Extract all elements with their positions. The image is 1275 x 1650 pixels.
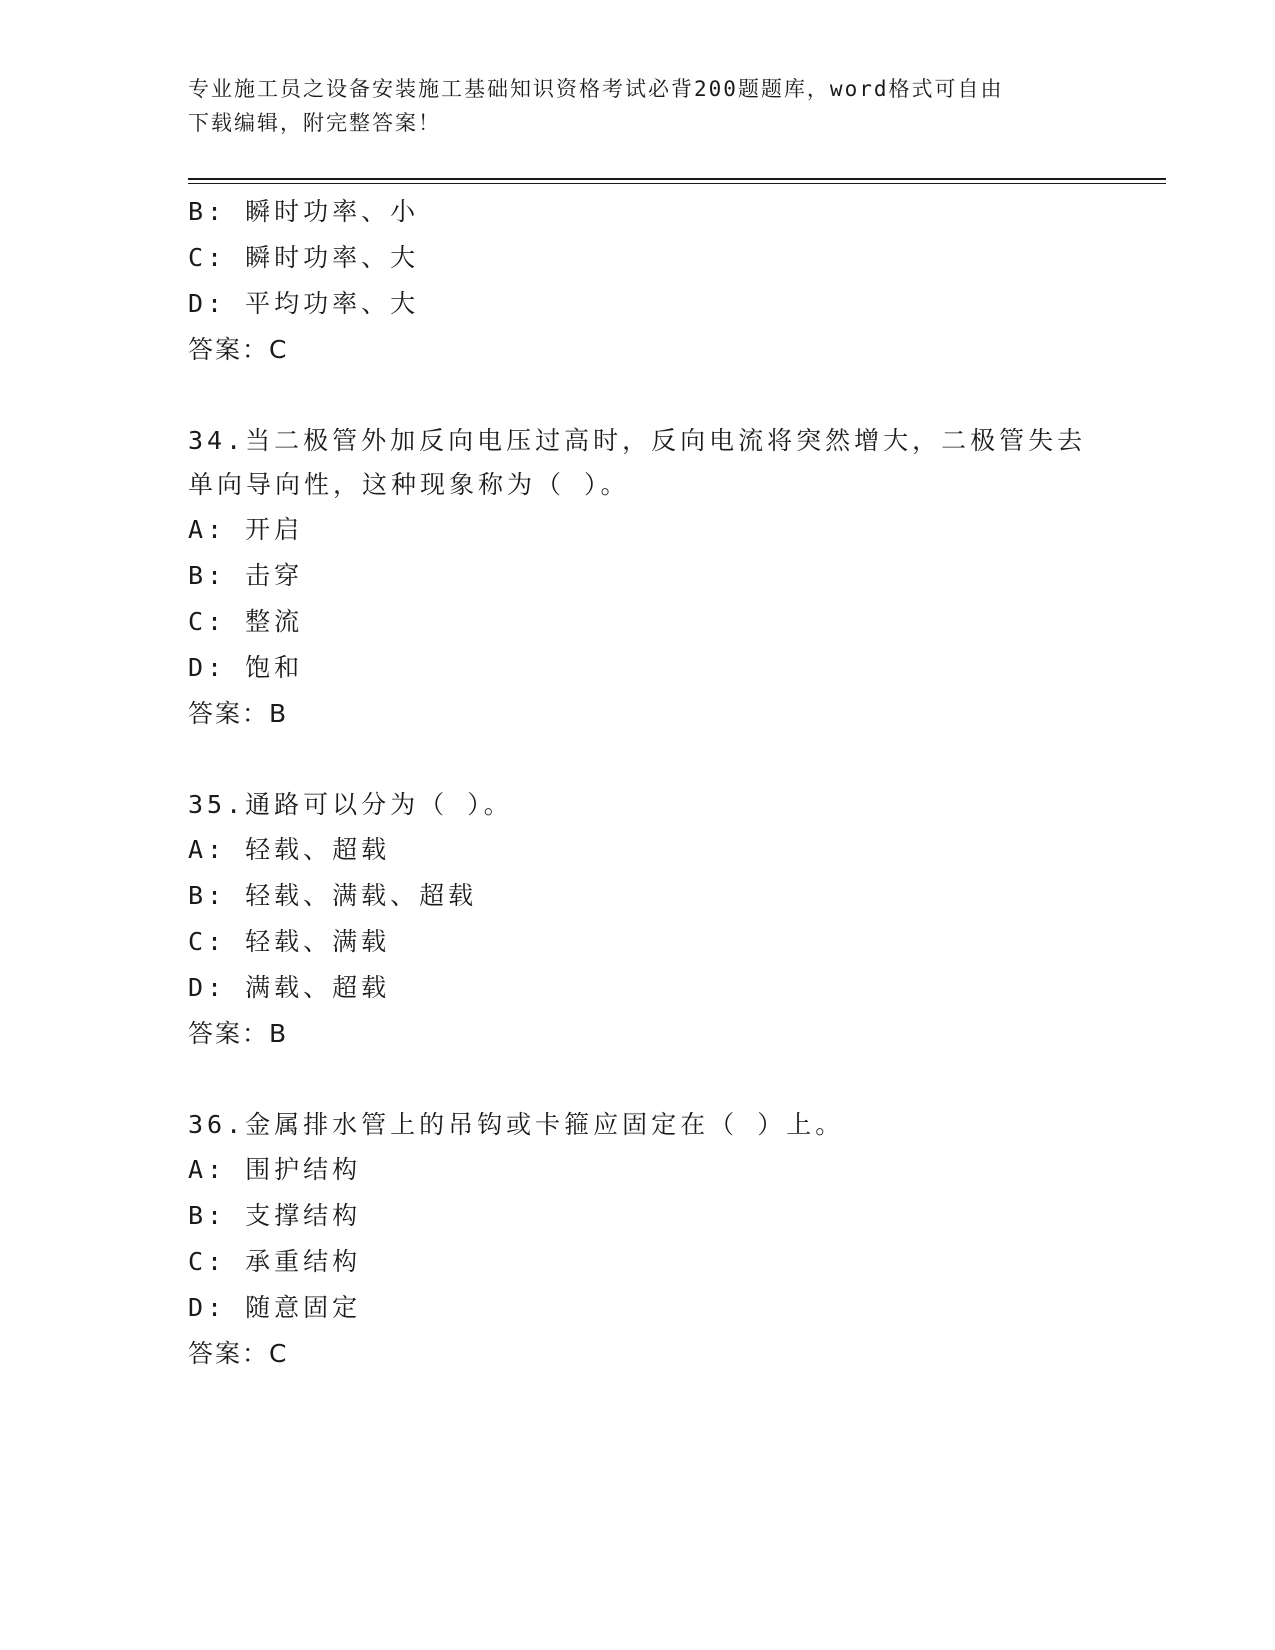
option-b: B: 击穿 <box>188 561 304 590</box>
option-c: C: 轻载、满载 <box>188 927 391 956</box>
option-d: D: 饱和 <box>188 653 304 682</box>
question-36 <box>188 1103 1088 1377</box>
spacer <box>188 1057 1088 1103</box>
header-line-2: 下载编辑，附完整答案！ <box>188 111 441 135</box>
option-b: B: 支撑结构 <box>188 1201 362 1230</box>
question-stem-line-1: 36.金属排水管上的吊钩或卡箍应固定在（ ）上。 <box>188 1110 845 1139</box>
option-d: D: 平均功率、大 <box>188 289 420 318</box>
answer-line: 答案：C <box>188 335 289 364</box>
question-stem-line-2: 单向导向性，这种现象称为（ ）。 <box>188 470 630 499</box>
option-a: A: 轻载、超载 <box>188 835 391 864</box>
option-b: B: 轻载、满载、超载 <box>188 881 478 910</box>
header-rule-thin <box>188 183 1166 184</box>
header-rule-thick <box>188 178 1166 180</box>
option-c: C: 瞬时功率、大 <box>188 243 420 272</box>
document-header <box>188 72 1088 140</box>
option-c: C: 承重结构 <box>188 1247 362 1276</box>
option-d: D: 满载、超载 <box>188 973 391 1002</box>
document-body <box>188 189 1088 1377</box>
question-34 <box>188 419 1088 737</box>
answer-line: 答案：B <box>188 1019 289 1048</box>
question-33-continued <box>188 189 1088 373</box>
question-stem-line-1: 34.当二极管外加反向电压过高时，反向电流将突然增大，二极管失去 <box>188 426 1087 455</box>
question-stem-line-1: 35.通路可以分为（ ）。 <box>188 790 513 819</box>
spacer <box>188 737 1088 783</box>
answer-line: 答案：C <box>188 1339 289 1368</box>
option-a: A: 开启 <box>188 515 304 544</box>
answer-line: 答案：B <box>188 699 289 728</box>
spacer <box>188 373 1088 419</box>
option-b: B: 瞬时功率、小 <box>188 197 420 226</box>
header-line-1: 专业施工员之设备安装施工基础知识资格考试必背200题题库，word格式可自由 <box>188 77 1004 101</box>
option-a: A: 围护结构 <box>188 1155 362 1184</box>
option-c: C: 整流 <box>188 607 304 636</box>
question-35 <box>188 783 1088 1057</box>
option-d: D: 随意固定 <box>188 1293 362 1322</box>
